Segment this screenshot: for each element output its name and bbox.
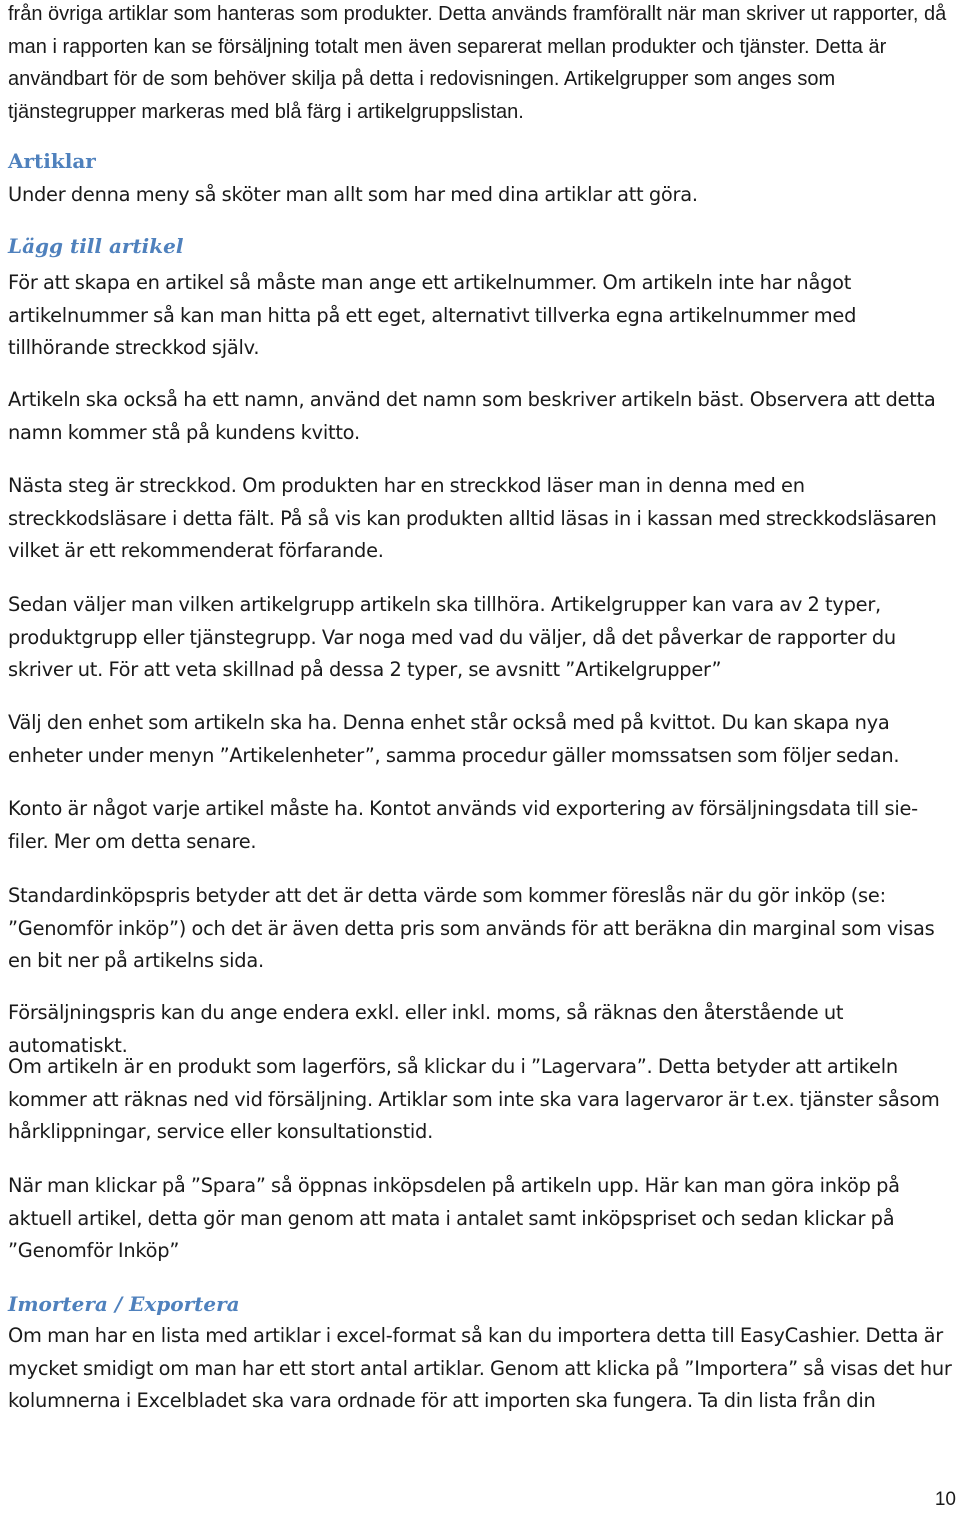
- section-text-artiklar: Under denna meny så sköter man allt som har med dina artiklar att göra.: [8, 183, 698, 206]
- paragraph-artikelgrupp: Sedan väljer man vilken artikelgrupp artikeln ska tillhöra. Artikelgrupper kan vara av 2 typer, produktgrupp eller tjänstegrupp. Var noga med vad du väljer, då det påverkar de rapporter du skriver ut. För att veta skillnad på dessa 2 typer, se avsnitt ”Artikelgrupper”: [8, 593, 896, 681]
- paragraph-lagervara: Om artikeln är en produkt som lagerförs, så klickar du i ”Lagervara”. Detta betyder att artikeln kommer att räknas ned vid försäljning. Artiklar som inte ska vara lagervaror är t.ex. tjänster såsom hårklippningar, service eller konsultationstid.: [8, 1055, 940, 1143]
- paragraph-enhet: Välj den enhet som artikeln ska ha. Denna enhet står också med på kvittot. Du kan skapa nya enheter under menyn ”Artikelenheter”, samma procedur gäller momssatsen som följer sedan.: [8, 711, 900, 767]
- section-heading-lagg-till-artikel: Lägg till artikel: [8, 234, 184, 258]
- page-number: 10: [934, 1489, 956, 1510]
- section-text-importera-exportera: Om man har en lista med artiklar i excel-format så kan du importera detta till EasyCashier. Detta är mycket smidigt om man har ett stort antal artiklar. Genom att klicka på ”Importera” så visas det hur kolumnerna i Excelbladet ska vara ordnade för att importen ska fungera. Ta din lista från din: [8, 1324, 952, 1412]
- section-importera-exportera: [8, 1289, 958, 1418]
- paragraph-namn: Artikeln ska också ha ett namn, använd det namn som beskriver artikeln bäst. Observera att detta namn kommer stå på kundens kvitto.: [8, 388, 936, 444]
- paragraph-standardinkopspris: Standardinköpspris betyder att det är detta värde som kommer föreslås när du gör inköp (se: ”Genomför inköp”) och det är även detta pris som används för att beräkna din marginal som visas en bit ner på artikelns sida.: [8, 884, 935, 972]
- paragraph-spara: När man klickar på ”Spara” så öppnas inköpsdelen på artikeln upp. Här kan man göra inköp på aktuell artikel, detta gör man genom att mata i antalet samt inköpspriset och sedan klickar på ”Genomför Inköp”: [8, 1174, 900, 1262]
- paragraph-artikelnummer: För att skapa en artikel så måste man ange ett artikelnummer. Om artikeln inte har något artikelnummer så kan man hitta på ett eget, alternativt tillverka egna artikelnummer med tillhörande streckkod själv.: [8, 271, 857, 359]
- section-artiklar: [8, 146, 958, 212]
- paragraph-konto: Konto är något varje artikel måste ha. Kontot används vid exportering av försäljningsdata till sie-filer. Mer om detta senare.: [8, 797, 918, 853]
- intro-paragraph: från övriga artiklar som hanteras som produkter. Detta används framförallt när man skriver ut rapporter, då man i rapporten kan se försäljning totalt men även separerat mellan produkter och tjänster. Detta är användbart för de som behöver skilja på detta i redovisningen. Artikelgrupper som anges som tjänstegrupper markeras med blå färg i artikelgruppslistan.: [8, 3, 947, 123]
- section-heading-importera-exportera: Imortera / Exportera: [8, 1292, 240, 1316]
- section-heading-artiklar: Artiklar: [8, 149, 96, 173]
- paragraph-forsaljningspris: Försäljningspris kan du ange endera exkl. eller inkl. moms, så räknas den återstående ut automatiskt.: [8, 1001, 844, 1057]
- section-lagg-till-artikel: [8, 231, 958, 261]
- paragraph-streckkod: Nästa steg är streckkod. Om produkten har en streckkod läser man in denna med en streckkodsläsare i detta fält. På så vis kan produkten alltid läsas in i kassan med streckkodsläsaren vilket är ett rekommenderat förfarande.: [8, 474, 937, 562]
